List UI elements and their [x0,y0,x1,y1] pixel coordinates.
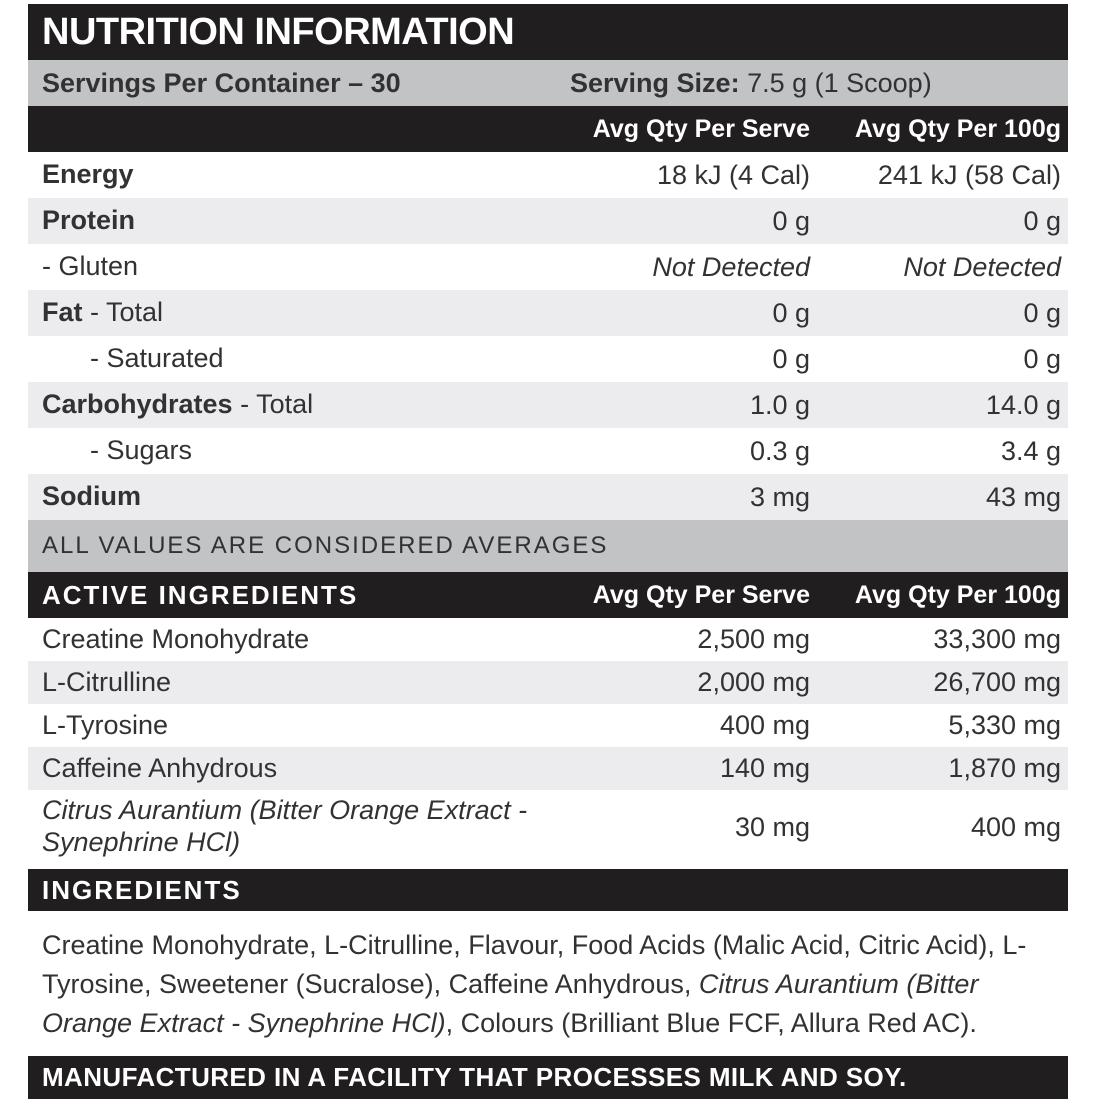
serving-size [570,68,1068,99]
row-label [28,389,570,421]
value-per-serve: 0.3 g [749,435,810,466]
row-label-text: - Saturated [90,343,224,374]
value-per-100g: 0 g [1023,205,1061,236]
ingredients-text [28,926,1040,1043]
row-label-text: Creatine Monohydrate [42,623,310,654]
value-per-serve: Not Detected [652,251,810,282]
table-row [28,290,1068,336]
active-ingredients-body [28,618,1068,864]
row-label [28,159,570,191]
row-label-bold: Sodium [42,481,141,512]
row-label [28,435,570,467]
row-label [28,343,570,375]
value-per-100g: 3.4 g [1000,435,1061,466]
value-per-serve: 30 mg [734,811,810,842]
row-label-bold: Fat [42,297,83,328]
row-label-text: Caffeine Anhydrous [42,752,278,783]
table-row [28,198,1068,244]
value-per-100g: 0 g [1023,297,1061,328]
row-label-text: - Total [232,389,314,420]
row-label-text: L-Citrulline [42,666,172,697]
value-per-serve: 18 kJ (4 Cal) [656,159,810,190]
servings-bar [28,60,1068,106]
row-label-text: - Sugars [90,435,193,466]
ingredients-title: INGREDIENTS [42,874,242,905]
value-per-100g: 241 kJ (58 Cal) [877,159,1061,190]
table-row [28,474,1068,520]
value-per-100g: 0 g [1023,343,1061,374]
row-label [28,624,570,656]
table-row [28,661,1068,704]
active-ingredients-header [28,572,1068,618]
serving-size-label: Serving Size: [570,67,740,98]
table-row [28,618,1068,661]
value-per-100g: 33,300 mg [933,624,1061,654]
row-label-text: Citrus Aurantium (Bitter Orange Extract - Synephrine HCl) [42,795,528,857]
nutrition-table-body [28,152,1068,520]
active-ingredients-title: ACTIVE INGREDIENTS [42,579,359,610]
row-label [28,795,570,859]
facility-warning-bar [28,1056,1068,1099]
row-label [28,205,570,237]
facility-warning: MANUFACTURED IN A FACILITY THAT PROCESSES MILK AND SOY. [42,1062,907,1093]
value-per-100g: 43 mg [985,481,1061,512]
row-label-text: L-Tyrosine [42,709,169,740]
column-header-per-serve: Avg Qty Per Serve [592,114,810,143]
table-row [28,336,1068,382]
table-row [28,704,1068,747]
serving-size-value: 7.5 g (1 Scoop) [747,67,932,98]
column-header-per-100g: Avg Qty Per 100g [854,580,1061,609]
value-per-100g: 400 mg [970,811,1061,842]
row-label-bold: Protein [42,205,136,236]
table-row [28,790,1068,864]
row-label [28,297,570,329]
row-label-text: - Total [82,297,164,328]
row-label [28,753,570,785]
row-label [28,667,570,699]
value-per-serve: 0 g [772,343,810,374]
value-per-serve: 2,500 mg [697,624,810,654]
row-label-bold: Energy [42,159,134,190]
servings-per-container: Servings Per Container – 30 [42,67,401,98]
table-row [28,244,1068,290]
averages-note: ALL VALUES ARE CONSIDERED AVERAGES [42,532,609,559]
value-per-serve: 2,000 mg [697,667,810,697]
value-per-100g: 1,870 mg [948,753,1061,783]
value-per-100g: 5,330 mg [948,710,1061,740]
value-per-100g: 26,700 mg [933,667,1061,697]
panel-title: NUTRITION INFORMATION [42,10,515,53]
value-per-serve: 1.0 g [749,389,810,420]
table-row [28,428,1068,474]
table-row [28,382,1068,428]
nutrition-table-header [28,106,1068,152]
ingredients-segment: Citrus Aurantium (Bitter Orange Extract - Synephrine HCl) [42,969,979,1039]
panel-title-bar [28,4,1068,60]
value-per-serve: 3 mg [749,481,810,512]
value-per-serve: 140 mg [719,753,810,783]
averages-note-bar [28,520,1068,572]
value-per-100g: Not Detected [903,251,1061,282]
row-label [28,251,570,283]
ingredients-segment: Creatine Monohydrate, L-Citrulline, Flavour, Food Acids (Malic Acid, Citric Acid), L-Tyrosine, Sweetener (Sucralose), Caffeine Anhydrous, [42,930,1027,1000]
row-label [28,710,570,742]
table-row [28,747,1068,790]
ingredients-segment: , Colours (Brilliant Blue FCF, Allura Red AC). [445,1008,977,1039]
value-per-serve: 0 g [772,205,810,236]
nutrition-panel [28,4,1068,1099]
table-row [28,152,1068,198]
row-label [28,481,570,513]
column-header-per-serve: Avg Qty Per Serve [592,580,810,609]
row-label-text: - Gluten [42,251,139,282]
value-per-100g: 14.0 g [985,389,1061,420]
column-header-per-100g: Avg Qty Per 100g [854,114,1061,143]
row-label-bold: Carbohydrates [42,389,233,420]
value-per-serve: 400 mg [719,710,810,740]
value-per-serve: 0 g [772,297,810,328]
ingredients-bar [28,869,1068,911]
